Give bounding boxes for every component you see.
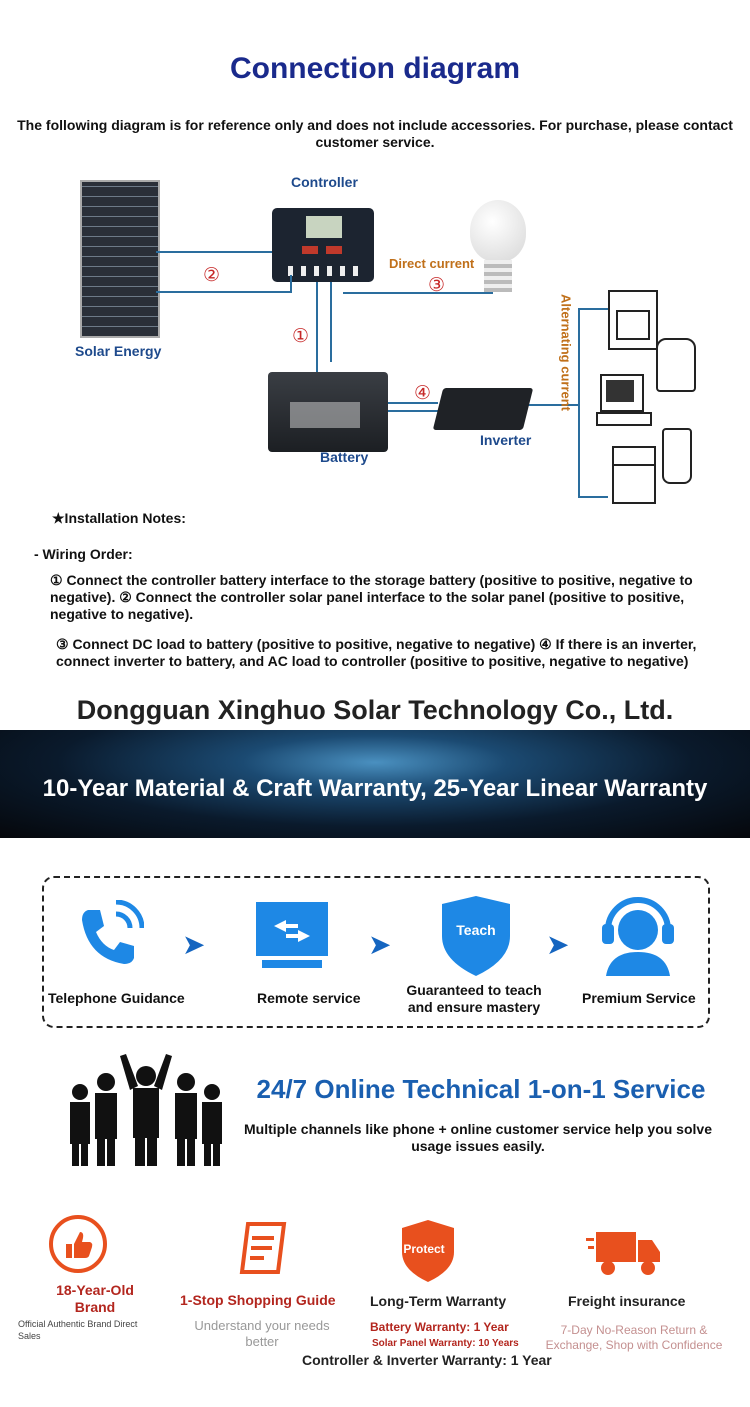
feature-sub-brand: Official Authentic Brand Direct Sales [18,1319,138,1341]
chevron-right-icon: ➤ [182,929,206,960]
installation-notes-heading: ★Installation Notes: [52,510,186,526]
wiring-step-3-4: ③ Connect DC load to battery (positive to positive, negative to negative) ④ If there is an inverter, connect inverter to battery, and AC load to controller (positive to positive, negative to negative) [56,636,697,669]
online-service-desc: Multiple channels like phone + online customer service help you solve usage issues easily. [244,1121,712,1154]
bulb-image [470,200,526,262]
service-label-premium: Premium Service [582,990,696,1006]
computer-icon [600,374,644,412]
online-service-title: 24/7 Online Technical 1-on-1 Service [256,1074,706,1104]
feature-sub-battery: Battery Warranty: 1 Year [370,1320,509,1334]
fridge-icon [612,446,656,504]
marker-1: ① [292,326,310,347]
controller-image [272,208,374,282]
connection-diagram [0,160,750,510]
computer-keyboard [596,412,652,426]
feature-sub-guide: Understand your needs better [194,1318,330,1349]
shield-badge-text: Teach [456,922,496,938]
wiring-order-heading: - Wiring Order: [34,546,133,562]
feature-sub-solar: Solar Panel Warranty: 10 Years [372,1338,519,1349]
company-name: Dongguan Xinghuo Solar Technology Co., Ltd. [76,695,674,725]
feature-title-freight: Freight insurance [568,1293,686,1309]
service-label-teach: Guaranteed to teach and ensure mastery [406,982,542,1015]
wiring-step-1-2: ① Connect the controller battery interface to the storage battery (positive to positive, negative to negative). ② Connect the controller solar panel interface to the solar panel (positive to positive, negative to negative). [50,572,693,622]
marker-3: ③ [428,275,446,296]
marker-2: ② [203,265,221,286]
feature-title-brand: 18-Year-Old Brand [56,1282,134,1315]
page-subtitle: The following diagram is for reference only and does not include accessories. For purchase, please contact customer service. [17,117,733,150]
stove-icon [608,290,658,350]
feature-title-warranty: Long-Term Warranty [370,1293,507,1309]
protect-badge-text: Protect [403,1242,445,1256]
page-title: Connection diagram [229,52,521,85]
solar-energy-label: Solar Energy [75,343,162,359]
alternating-current-label: Alternating current [558,293,574,411]
inverter-label: Inverter [480,432,532,448]
feature-sub-freight: 7-Day No-Reason Return & Exchange, Shop with Confidence [545,1323,723,1352]
service-label-remote: Remote service [257,990,361,1006]
footer-warranty-note: Controller & Inverter Warranty: 1 Year [302,1352,552,1368]
feature-title-guide: 1-Stop Shopping Guide [180,1292,336,1308]
marker-4: ④ [414,383,432,404]
battery-image [268,372,388,452]
monitor-icon [254,902,330,972]
blender-icon [662,428,692,484]
headset-icon [598,890,678,978]
direct-current-label: Direct current [389,256,475,271]
phone-icon [74,900,144,970]
inverter-image [433,388,533,430]
thumbs-up-icon [48,1214,108,1274]
bulb-base [484,260,512,292]
warranty-banner-text: 10-Year Material & Craft Warranty, 25-Year Linear Warranty [42,775,708,802]
chevron-right-icon: ➤ [368,929,392,960]
controller-label: Controller [291,174,358,190]
service-label-telephone: Telephone Guidance [48,990,185,1006]
kettle-icon [656,338,696,392]
battery-label: Battery [320,449,369,465]
solar-panel-image [80,180,160,338]
team-silhouette-image [60,1050,232,1168]
chevron-right-icon: ➤ [546,929,570,960]
truck-icon [586,1226,662,1278]
guide-icon [234,1220,290,1278]
